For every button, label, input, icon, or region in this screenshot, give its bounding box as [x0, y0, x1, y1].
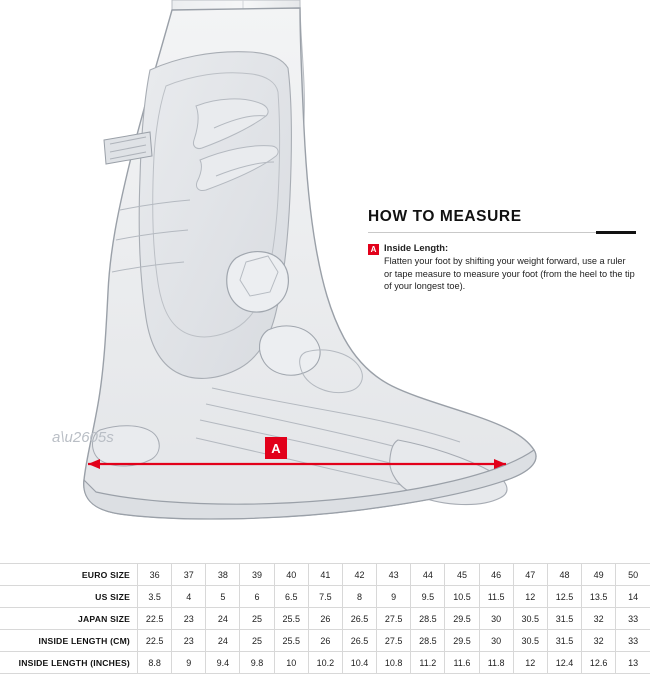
cell: 23	[172, 608, 206, 630]
cell: 31.5	[547, 608, 581, 630]
row-header-japan-size: JAPAN SIZE	[0, 608, 138, 630]
inside-length-text	[384, 242, 636, 292]
measurement-marker	[265, 437, 287, 459]
cell: 29.5	[445, 630, 479, 652]
cell: 11.2	[411, 652, 445, 674]
row-header-inside-length-cm: INSIDE LENGTH (CM)	[0, 630, 138, 652]
cell: 42	[342, 564, 376, 586]
table-row	[0, 608, 650, 630]
cell: 9.8	[240, 652, 274, 674]
ankle-protector	[227, 252, 289, 312]
cell: 10.4	[342, 652, 376, 674]
size-table-wrap	[0, 563, 650, 674]
cell: 10.5	[445, 586, 479, 608]
cell: 47	[513, 564, 547, 586]
cell: 10	[274, 652, 308, 674]
cell: 43	[377, 564, 411, 586]
cell: 32	[582, 630, 616, 652]
cell: 45	[445, 564, 479, 586]
inside-length-row	[368, 242, 636, 292]
how-to-measure-title: HOW TO MEASURE	[368, 208, 522, 225]
measure-badge-a: A	[368, 244, 379, 255]
cell: 25	[240, 608, 274, 630]
cell: 50	[616, 564, 650, 586]
cell: 11.8	[479, 652, 513, 674]
cell: 38	[206, 564, 240, 586]
cell: 48	[547, 564, 581, 586]
cell: 24	[206, 630, 240, 652]
cell: 22.5	[138, 608, 172, 630]
cell: 33	[616, 630, 650, 652]
cell: 8	[342, 586, 376, 608]
table-row	[0, 586, 650, 608]
row-header-euro-size: EURO SIZE	[0, 564, 138, 586]
cell: 13	[616, 652, 650, 674]
cell: 11.6	[445, 652, 479, 674]
cell: 26.5	[342, 608, 376, 630]
cell: 4	[172, 586, 206, 608]
cell: 30.5	[513, 608, 547, 630]
cell: 41	[308, 564, 342, 586]
cell: 12	[513, 586, 547, 608]
table-row	[0, 652, 650, 674]
size-table	[0, 563, 650, 674]
svg-text:A: A	[271, 441, 281, 456]
cell: 32	[582, 608, 616, 630]
cell: 26.5	[342, 630, 376, 652]
cell: 49	[582, 564, 616, 586]
cell: 36	[138, 564, 172, 586]
cell: 33	[616, 608, 650, 630]
cell: 44	[411, 564, 445, 586]
cell: 25.5	[274, 608, 308, 630]
cell: 12.6	[582, 652, 616, 674]
cell: 9	[377, 586, 411, 608]
inside-length-description: Flatten your foot by shifting your weight forward, use a ruler or tape measure to measure your foot (from the heel to the tip of your longest toe).	[384, 256, 635, 291]
cell: 10.2	[308, 652, 342, 674]
cell: 30	[479, 608, 513, 630]
cell: 12.5	[547, 586, 581, 608]
cell: 23	[172, 630, 206, 652]
table-row	[0, 630, 650, 652]
cell: 37	[172, 564, 206, 586]
cell: 5	[206, 586, 240, 608]
cell: 22.5	[138, 630, 172, 652]
cell: 25.5	[274, 630, 308, 652]
cell: 40	[274, 564, 308, 586]
cell: 6	[240, 586, 274, 608]
cell: 31.5	[547, 630, 581, 652]
cell: 14	[616, 586, 650, 608]
cell: 28.5	[411, 608, 445, 630]
cell: 29.5	[445, 608, 479, 630]
cell: 8.8	[138, 652, 172, 674]
table-row	[0, 564, 650, 586]
cell: 25	[240, 630, 274, 652]
cell: 9	[172, 652, 206, 674]
cell: 30.5	[513, 630, 547, 652]
row-header-us-size: US SIZE	[0, 586, 138, 608]
cell: 30	[479, 630, 513, 652]
cell: 46	[479, 564, 513, 586]
cell: 26	[308, 608, 342, 630]
cell: 13.5	[582, 586, 616, 608]
title-divider	[368, 232, 636, 233]
cell: 27.5	[377, 608, 411, 630]
cell: 28.5	[411, 630, 445, 652]
brand-mark: a\u2605s	[52, 429, 114, 446]
cell: 12	[513, 652, 547, 674]
cell: 7.5	[308, 586, 342, 608]
cell: 6.5	[274, 586, 308, 608]
cell: 11.5	[479, 586, 513, 608]
cell: 3.5	[138, 586, 172, 608]
cell: 9.5	[411, 586, 445, 608]
cell: 26	[308, 630, 342, 652]
how-to-measure-section	[368, 208, 636, 292]
cell: 27.5	[377, 630, 411, 652]
inside-length-label: Inside Length:	[384, 242, 449, 253]
cell: 10.8	[377, 652, 411, 674]
cell: 12.4	[547, 652, 581, 674]
row-header-inside-length-inches: INSIDE LENGTH (INCHES)	[0, 652, 138, 674]
cell: 9.4	[206, 652, 240, 674]
cell: 39	[240, 564, 274, 586]
cell: 24	[206, 608, 240, 630]
